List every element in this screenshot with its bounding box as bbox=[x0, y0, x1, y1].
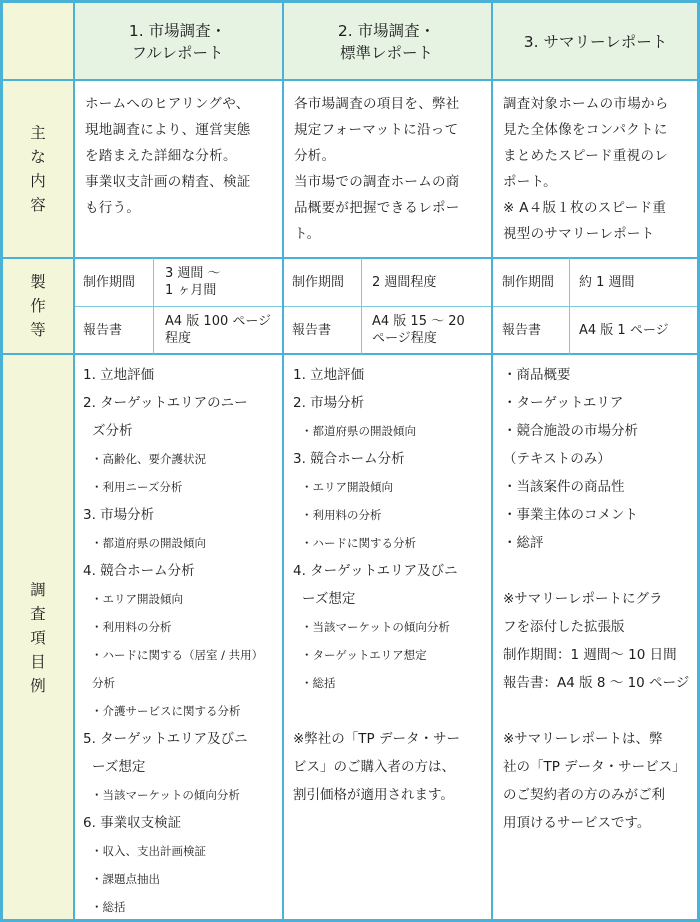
report-label: 報告書 bbox=[292, 322, 332, 338]
sub-item: ・エリア開設傾向 bbox=[301, 480, 393, 494]
text-line: ページ程度 bbox=[372, 331, 437, 346]
spacer bbox=[503, 557, 699, 585]
divider bbox=[282, 3, 284, 922]
row-label-char: な bbox=[30, 148, 46, 166]
column-header-line: フルレポート bbox=[131, 43, 224, 62]
text-line: まとめたスピード重視のレ bbox=[503, 148, 669, 164]
row-label-char: 作 bbox=[30, 297, 46, 315]
list-item: 4. 競合ホーム分析 bbox=[83, 563, 195, 579]
text-line: 3 週間 〜 bbox=[165, 266, 221, 281]
report-value-full bbox=[165, 306, 281, 354]
text-line: 視型のサマリーレポート bbox=[503, 226, 655, 242]
list-item: ビス」のご購入者の方は、 bbox=[293, 759, 455, 775]
text-line: A4 版 100 ページ bbox=[165, 314, 272, 329]
text-line: ※ A４版１枚のスピード重 bbox=[503, 200, 667, 216]
sub-item: ・利用料の分析 bbox=[301, 508, 382, 522]
sub-item: ・利用ニーズ分析 bbox=[91, 480, 183, 494]
report-label: 報告書 bbox=[83, 322, 123, 338]
main-content-standard bbox=[294, 91, 489, 247]
row-label-char: 内 bbox=[30, 172, 46, 190]
column-header-full-report bbox=[73, 3, 282, 80]
list-item: 用頂けるサービスです。 bbox=[503, 815, 651, 831]
sub-item: ・課題点抽出 bbox=[91, 872, 160, 886]
column-header-line: 1. 市場調査・ bbox=[128, 21, 227, 40]
row-label-char: 製 bbox=[30, 273, 46, 291]
sub-item: ・都道府県の開設傾向 bbox=[301, 424, 416, 438]
list-item: 1. 立地評価 bbox=[83, 367, 155, 383]
column-header-standard-report bbox=[282, 3, 491, 80]
period-value-full bbox=[165, 258, 281, 306]
list-item: フを添付した拡張版 bbox=[503, 619, 625, 635]
row-label-char: 項 bbox=[30, 629, 46, 647]
list-item: のご契約者の方のみがご利 bbox=[503, 787, 665, 803]
column-header-line: 標準レポート bbox=[339, 43, 433, 62]
divider bbox=[73, 3, 75, 922]
sub-item: ・総括 bbox=[301, 676, 336, 690]
list-item: 報告書：A4 版 8 〜 10 ページ bbox=[503, 675, 690, 691]
sub-item: ・エリア開設傾向 bbox=[91, 592, 183, 606]
text-line: 品概要が把握できるレポー bbox=[294, 200, 460, 216]
row-label-char: 例 bbox=[30, 677, 46, 695]
list-item: ※弊社の「TP データ・サー bbox=[293, 731, 460, 747]
sub-item: ・ターゲットエリア想定 bbox=[301, 648, 427, 662]
list-item: ーズ想定 bbox=[92, 759, 146, 775]
text-line: 分析。 bbox=[294, 148, 336, 164]
sub-item: ・収入、支出計画検証 bbox=[91, 844, 206, 858]
list-item: 割引価格が適用されます。 bbox=[293, 787, 454, 803]
text-line: 現地調査により、運営実態 bbox=[85, 122, 251, 138]
row-label-char: 主 bbox=[30, 124, 46, 142]
list-item: 3. 市場分析 bbox=[83, 507, 155, 523]
list-item: ※サマリーレポートにグラ bbox=[503, 591, 663, 607]
list-item: ズ分析 bbox=[92, 423, 133, 439]
text-line: を踏まえた詳細な分析。 bbox=[85, 148, 237, 164]
row-label-char: 等 bbox=[30, 321, 46, 339]
row-label-survey-items bbox=[3, 354, 73, 922]
text-line: A4 版 15 〜 20 bbox=[372, 314, 465, 329]
list-item: 2. 市場分析 bbox=[293, 395, 365, 411]
list-item: ーズ想定 bbox=[302, 591, 356, 607]
list-item: 5. ターゲットエリア及びニ bbox=[83, 731, 248, 747]
list-item: 制作期間：1 週間〜 10 日間 bbox=[503, 647, 677, 663]
main-content-summary bbox=[503, 91, 698, 247]
sub-item: ・総括 bbox=[91, 900, 126, 914]
row-label-char: 調 bbox=[30, 581, 46, 599]
spacer bbox=[293, 697, 490, 725]
divider bbox=[569, 258, 570, 354]
spacer bbox=[503, 697, 699, 725]
text-line: も行う。 bbox=[85, 200, 141, 216]
sub-item: ・ハードに関する分析 bbox=[301, 536, 416, 550]
period-label: 制作期間 bbox=[502, 274, 555, 290]
sub-item: ・利用料の分析 bbox=[91, 620, 172, 634]
text-line: 当市場での調査ホームの商 bbox=[294, 174, 460, 190]
text-line: 約 1 週間 bbox=[579, 274, 635, 290]
sub-item: ・都道府県の開設傾向 bbox=[91, 536, 206, 550]
list-item: （テキストのみ） bbox=[503, 451, 611, 467]
list-item: ・事業主体のコメント bbox=[503, 507, 638, 523]
text-line: 調査対象ホームの市場から bbox=[503, 96, 669, 112]
column-header-line: 2. 市場調査・ bbox=[337, 21, 436, 40]
text-line: 見た全体像をコンパクトに bbox=[503, 122, 668, 138]
period-label: 制作期間 bbox=[83, 274, 136, 290]
list-item: 6. 事業収支検証 bbox=[83, 815, 182, 831]
sub-item: ・当該マーケットの傾向分析 bbox=[91, 788, 240, 802]
column-header-summary-report bbox=[491, 3, 700, 80]
text-line: ト。 bbox=[294, 226, 321, 242]
report-label: 報告書 bbox=[502, 322, 542, 338]
text-line: ポート。 bbox=[503, 174, 557, 190]
text-line: 規定フォーマットに沿って bbox=[294, 122, 459, 138]
period-value-summary bbox=[579, 258, 699, 306]
list-item: 2. ターゲットエリアのニー bbox=[83, 395, 248, 411]
main-content-full bbox=[85, 91, 280, 221]
text-line: 各市場調査の項目を、弊社 bbox=[294, 96, 460, 112]
text-line: 1 ヶ月間 bbox=[165, 283, 217, 298]
sub-item: 分析 bbox=[92, 676, 115, 690]
list-item: 社の「TP データ・サービス」 bbox=[503, 759, 686, 775]
survey-items-full bbox=[83, 361, 281, 921]
text-line: 程度 bbox=[165, 331, 192, 346]
row-label-char: 容 bbox=[30, 196, 46, 214]
survey-items-summary bbox=[503, 361, 699, 837]
list-item: ・競合施設の市場分析 bbox=[503, 423, 638, 439]
report-value-standard bbox=[372, 306, 490, 354]
list-item: 1. 立地評価 bbox=[293, 367, 365, 383]
list-item: 3. 競合ホーム分析 bbox=[293, 451, 405, 467]
survey-items-standard bbox=[293, 361, 490, 809]
sub-item: ・介護サービスに関する分析 bbox=[91, 704, 241, 718]
divider bbox=[491, 3, 493, 922]
period-label: 制作期間 bbox=[292, 274, 345, 290]
column-header-line: 3. サマリーレポート bbox=[523, 32, 668, 51]
list-item: ・当該案件の商品性 bbox=[503, 479, 625, 495]
divider bbox=[153, 258, 154, 354]
divider bbox=[361, 258, 362, 354]
list-item: ・商品概要 bbox=[503, 367, 571, 383]
sub-item: ・ハードに関する（居室 / 共用） bbox=[91, 648, 264, 662]
list-item: ・ターゲットエリア bbox=[503, 395, 624, 411]
row-label-main-content bbox=[3, 80, 73, 258]
corner-cell bbox=[3, 3, 73, 80]
list-item: ※サマリーレポートは、弊 bbox=[503, 731, 663, 747]
divider bbox=[3, 257, 700, 259]
text-line: A4 版 1 ページ bbox=[579, 322, 669, 338]
divider bbox=[3, 353, 700, 355]
text-line: 事業収支計画の精査、検証 bbox=[85, 174, 251, 190]
row-label-production bbox=[3, 258, 73, 354]
row-label-char: 査 bbox=[30, 605, 46, 623]
sub-item: ・当該マーケットの傾向分析 bbox=[301, 620, 450, 634]
report-value-summary bbox=[579, 306, 699, 354]
sub-item: ・高齢化、要介護状況 bbox=[91, 452, 206, 466]
text-line: ホームへのヒアリングや、 bbox=[85, 96, 250, 112]
divider bbox=[3, 79, 700, 81]
row-label-char: 目 bbox=[30, 653, 46, 671]
divider bbox=[73, 306, 700, 307]
text-line: 2 週間程度 bbox=[372, 274, 437, 290]
list-item: ・総評 bbox=[503, 535, 544, 551]
period-value-standard bbox=[372, 258, 490, 306]
list-item: 4. ターゲットエリア及びニ bbox=[293, 563, 458, 579]
